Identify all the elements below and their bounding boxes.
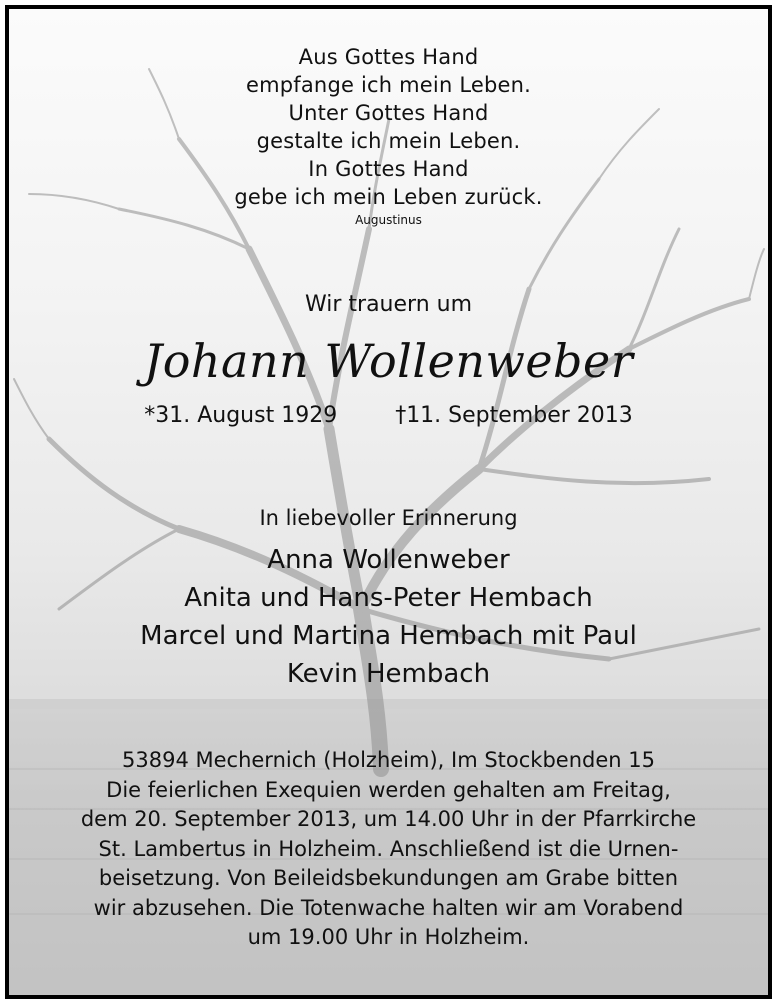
- poem: [9, 43, 768, 228]
- mourning-intro: Wir trauern um: [304, 292, 473, 317]
- notice-line: St. Lambertus in Holzheim. Anschließend ist die Urnen-: [98, 836, 679, 861]
- poem-line: Unter Gottes Hand: [288, 101, 489, 125]
- birth-date: *31. August 1929: [144, 403, 338, 428]
- family-member: Anita und Hans-Peter Hembach: [184, 583, 593, 613]
- family-list: [9, 541, 768, 693]
- funeral-notice: [9, 746, 768, 953]
- obituary-frame: [5, 5, 772, 999]
- notice-line: beisetzung. Von Beileidsbekundungen am Grabe bitten: [98, 866, 679, 890]
- remembrance-intro: In liebevoller Erinnerung: [259, 506, 518, 530]
- poem-author: Augustinus: [355, 213, 422, 227]
- life-dates: [9, 403, 768, 428]
- poem-line: gestalte ich mein Leben.: [256, 129, 521, 153]
- notice-line: Die feierlichen Exequien werden gehalten am Freitag,: [106, 777, 671, 802]
- family-member: Kevin Hembach: [286, 659, 491, 689]
- poem-line: Aus Gottes Hand: [298, 45, 479, 69]
- poem-line: gebe ich mein Leben zurück.: [234, 185, 543, 209]
- notice-line: wir abzusehen. Die Totenwache halten wir am Vorabend: [93, 895, 684, 920]
- notice-line: dem 20. September 2013, um 14.00 Uhr in der Pfarrkirche: [80, 807, 697, 831]
- family-member: Marcel und Martina Hembach mit Paul: [140, 621, 637, 651]
- death-date: †11. September 2013: [395, 403, 633, 428]
- deceased-name: Johann Wollenweber: [143, 334, 634, 388]
- poem-line: In Gottes Hand: [308, 157, 469, 181]
- obituary-content: [9, 9, 768, 995]
- address-line: 53894 Mechernich (Holzheim), Im Stockbenden 15: [122, 748, 655, 772]
- poem-line: empfange ich mein Leben.: [245, 73, 532, 97]
- notice-line: um 19.00 Uhr in Holzheim.: [247, 925, 530, 949]
- family-member: Anna Wollenweber: [267, 545, 510, 575]
